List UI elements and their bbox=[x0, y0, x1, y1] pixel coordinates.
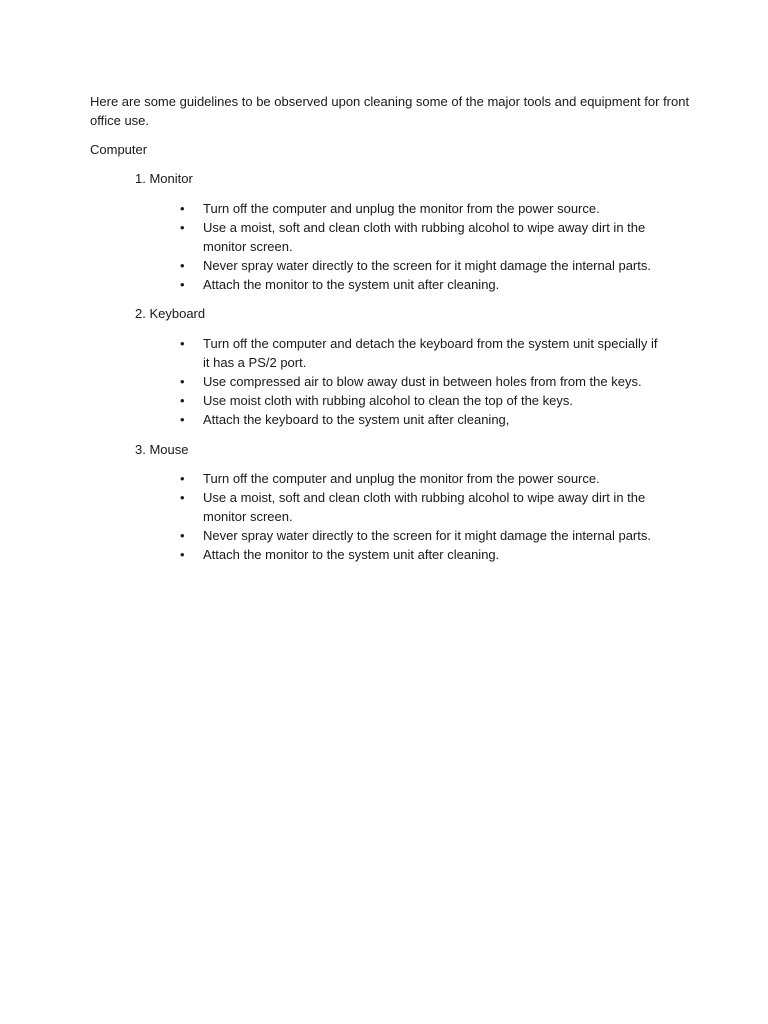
list-item bbox=[0, 275, 663, 294]
keyboard-bullet-list bbox=[0, 334, 768, 429]
bullet-icon: • bbox=[180, 412, 185, 427]
list-item bbox=[0, 391, 663, 410]
list-item-text: Turn off the computer and unplug the monitor from the power source. bbox=[203, 471, 600, 486]
list-item-text: Use compressed air to blow away dust in between holes from from the keys. bbox=[203, 374, 642, 389]
bullet-icon: • bbox=[180, 547, 185, 562]
list-item-text: Never spray water directly to the screen for it might damage the internal parts. bbox=[203, 528, 651, 543]
list-item bbox=[0, 218, 663, 256]
list-item bbox=[0, 469, 663, 488]
bullet-icon: • bbox=[180, 374, 185, 389]
list-item bbox=[0, 545, 663, 564]
list-item bbox=[0, 199, 663, 218]
bullet-icon: • bbox=[180, 220, 185, 235]
bullet-icon: • bbox=[180, 528, 185, 543]
mouse-bullet-list bbox=[0, 469, 768, 564]
list-item-text: Turn off the computer and detach the keyboard from the system unit specially if it has a PS/2 port. bbox=[203, 336, 658, 370]
list-item bbox=[0, 334, 663, 372]
list-item bbox=[0, 410, 663, 429]
section-heading-mouse: 3. Mouse bbox=[135, 442, 189, 457]
list-item-text: Attach the monitor to the system unit after cleaning. bbox=[203, 277, 500, 292]
section-heading-keyboard: 2. Keyboard bbox=[135, 306, 206, 321]
list-item-text: Use moist cloth with rubbing alcohol to clean the top of the keys. bbox=[203, 393, 573, 408]
list-item bbox=[0, 372, 663, 391]
intro-paragraph: Here are some guidelines to be observed upon cleaning some of the major tools and equipment for front office use. bbox=[90, 94, 690, 128]
section-heading-monitor: 1. Monitor bbox=[135, 171, 193, 186]
category-heading: Computer bbox=[90, 142, 148, 157]
bullet-icon: • bbox=[180, 201, 185, 216]
list-item-text: Use a moist, soft and clean cloth with rubbing alcohol to wipe away dirt in the monitor screen. bbox=[203, 220, 646, 254]
list-item-text: Never spray water directly to the screen for it might damage the internal parts. bbox=[203, 258, 651, 273]
bullet-icon: • bbox=[180, 336, 185, 351]
bullet-icon: • bbox=[180, 471, 185, 486]
bullet-icon: • bbox=[180, 490, 185, 505]
list-item-text: Use a moist, soft and clean cloth with rubbing alcohol to wipe away dirt in the monitor screen. bbox=[203, 490, 646, 524]
bullet-icon: • bbox=[180, 277, 185, 292]
list-item bbox=[0, 488, 663, 526]
bullet-icon: • bbox=[180, 258, 185, 273]
list-item bbox=[0, 256, 663, 275]
list-item-text: Attach the monitor to the system unit after cleaning. bbox=[203, 547, 500, 562]
list-item-text: Attach the keyboard to the system unit after cleaning, bbox=[203, 412, 510, 427]
list-item bbox=[0, 526, 663, 545]
bullet-icon: • bbox=[180, 393, 185, 408]
list-item-text: Turn off the computer and unplug the monitor from the power source. bbox=[203, 201, 600, 216]
monitor-bullet-list bbox=[0, 199, 768, 294]
